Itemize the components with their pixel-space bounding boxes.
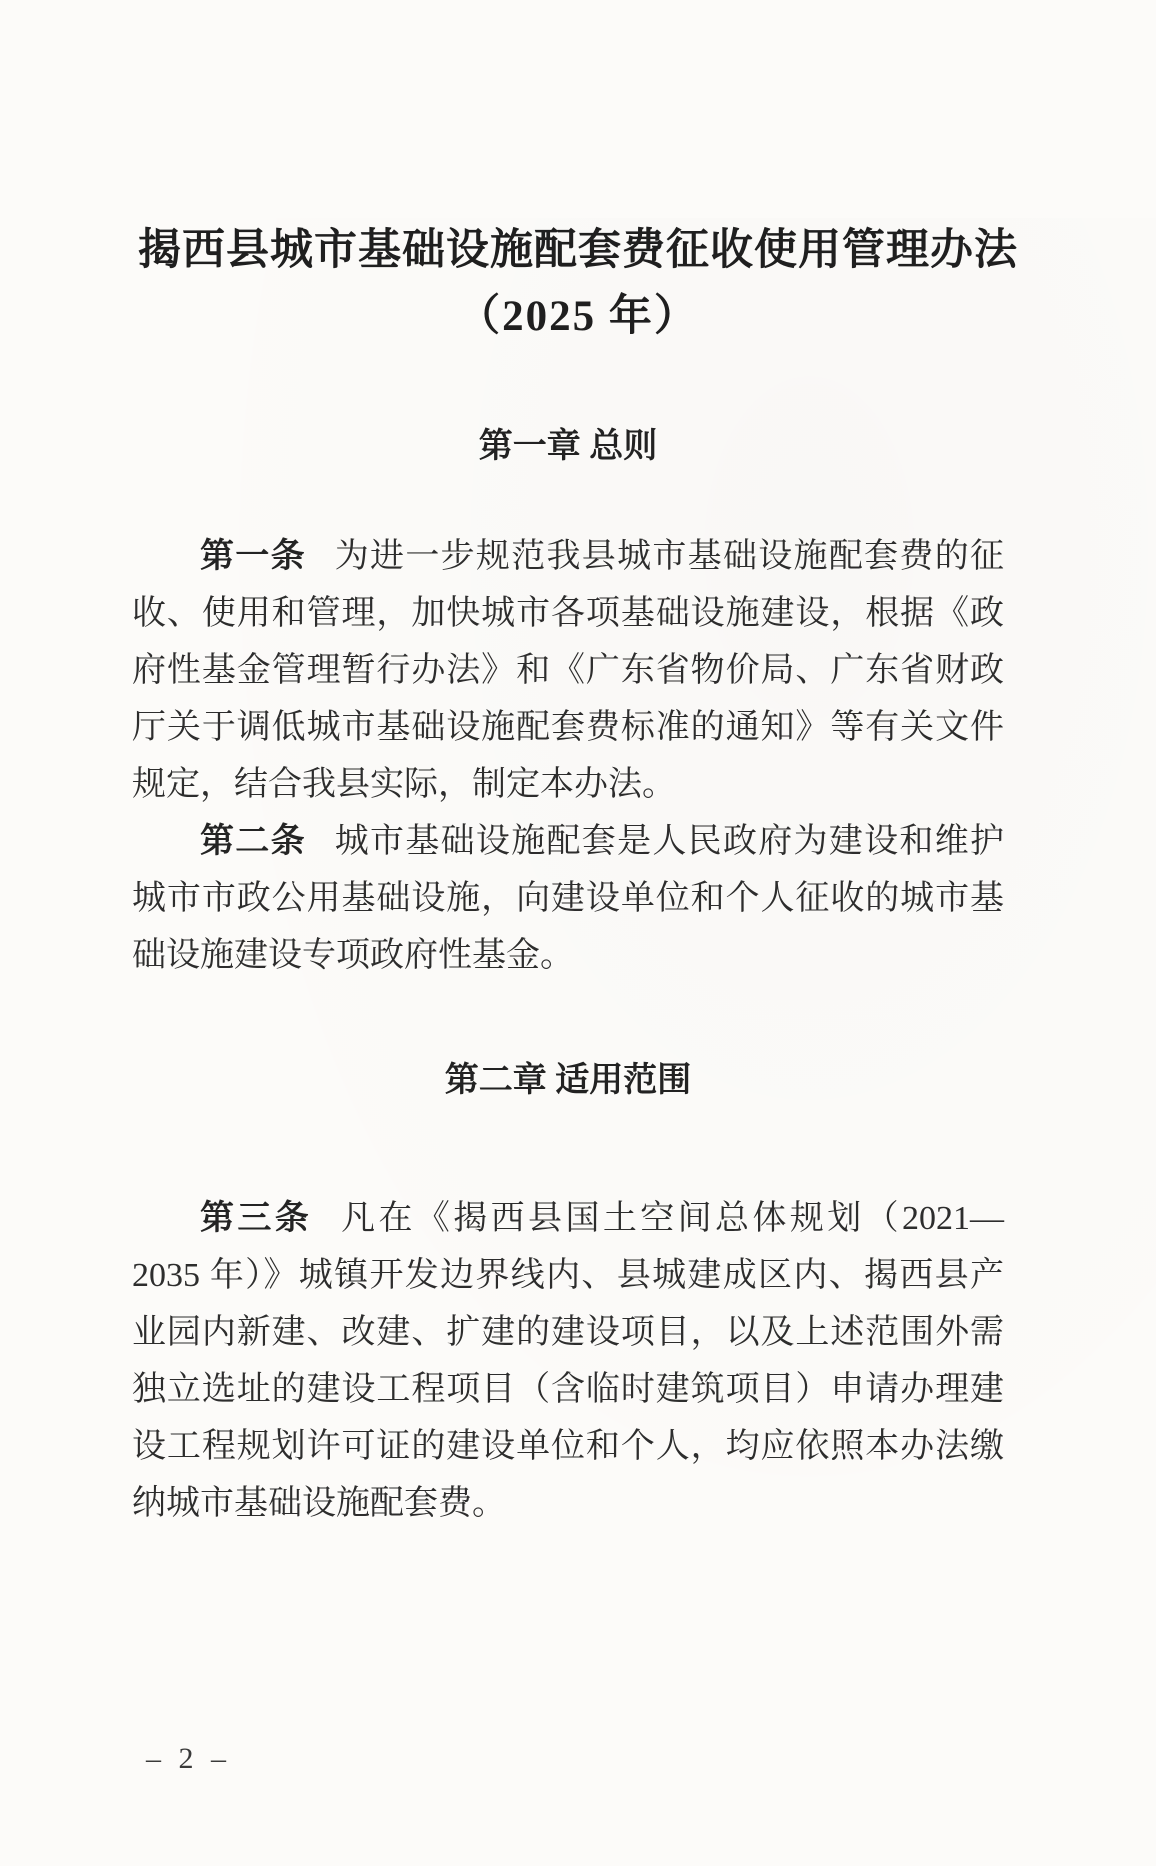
article-3: [132, 1190, 1004, 1532]
article-1-label: 第一条: [200, 538, 306, 575]
article-3-text: 凡在《揭西县国土空间总体规划（2021—2035 年）》城镇开发边界线内、县城建成区内、揭西县产业园内新建、改建、扩建的建设项目，以及上述范围外需独立选址的建设工程项目（含临时建筑项目）申请办理建设工程规划许可证的建设单位和个人，均应依照本办法缴纳城市基础设施配套费。: [132, 1200, 1005, 1522]
article-3-label: 第三条: [200, 1200, 313, 1237]
chapter-1-heading: 第一章 总则: [478, 428, 658, 465]
article-1-text: 为进一步规范我县城市基础设施配套费的征收、使用和管理，加快城市各项基础设施建设，根据《政府性基金管理暂行办法》和《广东省物价局、广东省财政厅关于调低城市基础设施配套费标准的通知》等有关文件规定，结合我县实际，制定本办法。: [132, 538, 1005, 803]
chapter-2-heading: 第二章 适用范围: [444, 1062, 692, 1099]
document-page: [0, 218, 1156, 1866]
document-body: [132, 426, 1004, 1532]
document-title-text: 揭西县城市基础设施配套费征收使用管理办法: [138, 227, 1018, 274]
chapter-1-articles: [132, 528, 1004, 984]
document-title: [80, 218, 1076, 350]
article-2-text: 城市基础设施配套是人民政府为建设和维护城市市政公用基础设施，向建设单位和个人征收的城市基础设施建设专项政府性基金。: [132, 823, 1005, 974]
article-2-label: 第二条: [200, 823, 306, 860]
article-1: [132, 528, 1004, 813]
document-title-year: （2025 年）: [457, 293, 699, 340]
page-number: – 2 –: [146, 1742, 226, 1775]
chapter-2-articles: [132, 1190, 1004, 1532]
article-2: [132, 813, 1004, 984]
